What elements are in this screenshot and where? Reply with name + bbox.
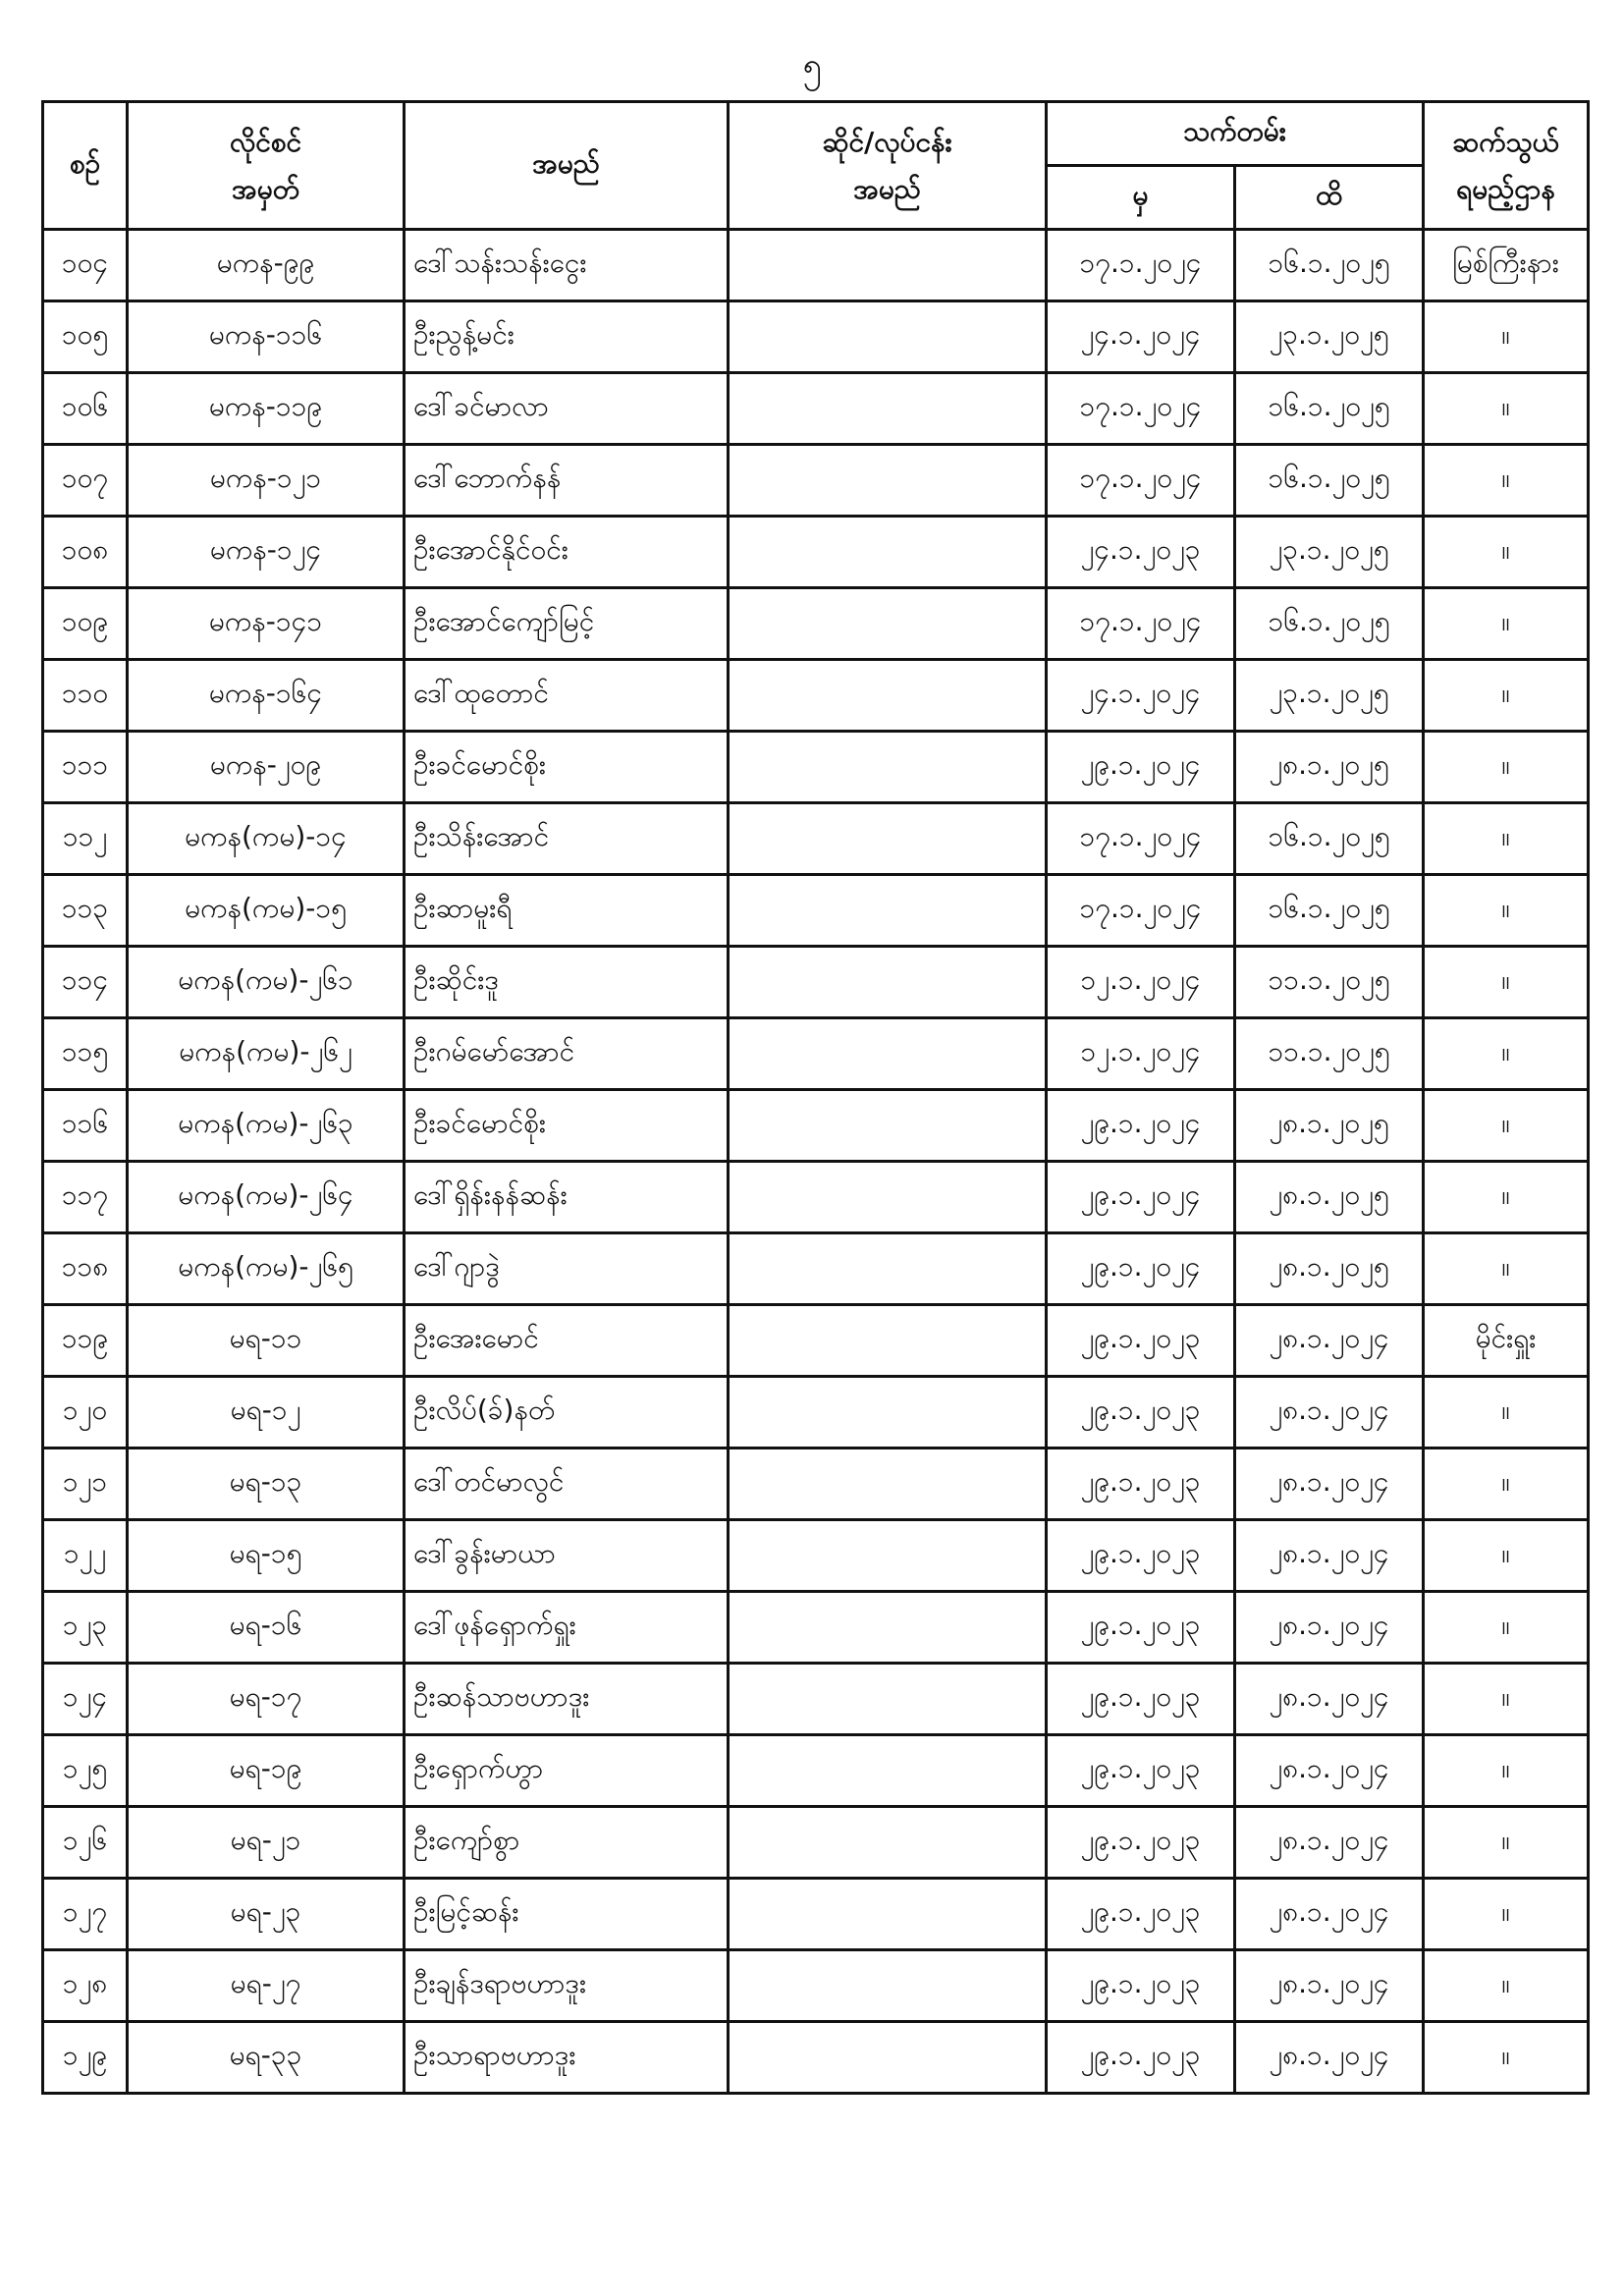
cell-name: ဒေါ်ဂျာဒွဲ: [405, 1233, 729, 1305]
cell-license: မရ-၂၇: [128, 1950, 405, 2022]
cell-related: ။: [1424, 588, 1589, 660]
table-row: [43, 732, 1589, 803]
cell-name: ဦးဂမ်မော်အောင်: [405, 1018, 729, 1090]
table-row: [43, 301, 1589, 373]
cell-shop: [729, 445, 1047, 517]
header-shop-line2: အမည်: [853, 172, 921, 205]
table-row: [43, 1018, 1589, 1090]
cell-name: ဦးရှောက်ဟွာ: [405, 1735, 729, 1807]
license-register-table: [41, 100, 1590, 2095]
cell-to: ၂၃.၁.၂၀၂၅: [1235, 517, 1424, 588]
header-license-line1: လိုင်စင်: [229, 125, 302, 158]
cell-from: ၂၄.၁.၂၀၂၄: [1047, 660, 1235, 732]
table-row: [43, 2022, 1589, 2094]
cell-to: ၁၆.၁.၂၀၂၅: [1235, 373, 1424, 445]
header-license: [128, 102, 405, 230]
cell-no: ၁၂၈: [43, 1950, 128, 2022]
cell-no: ၁၂၆: [43, 1807, 128, 1879]
cell-no: ၁၀၄: [43, 230, 128, 301]
cell-name: ဦးဆိုင်းဒူ: [405, 947, 729, 1018]
cell-related: ။: [1424, 803, 1589, 875]
cell-from: ၂၉.၁.၂၀၂၃: [1047, 1664, 1235, 1735]
cell-from: ၂၄.၁.၂၀၂၃: [1047, 517, 1235, 588]
cell-from: ၁၇.၁.၂၀၂၄: [1047, 875, 1235, 947]
cell-license: မကန(ကမ)-၂၆၁: [128, 947, 405, 1018]
cell-license: မကန-၁၂၄: [128, 517, 405, 588]
cell-related: ။: [1424, 445, 1589, 517]
cell-related: ။: [1424, 1950, 1589, 2022]
cell-name: ဒေါ်ဘောက်နန်: [405, 445, 729, 517]
cell-shop: [729, 588, 1047, 660]
cell-to: ၂၈.၁.၂၀၂၄: [1235, 1879, 1424, 1950]
cell-from: ၂၉.၁.၂၀၂၄: [1047, 1162, 1235, 1233]
header-shop-line1: ဆိုင်/လုပ်ငန်း: [822, 125, 952, 158]
cell-name: ဦးမြင့်ဆန်း: [405, 1879, 729, 1950]
table-row: [43, 445, 1589, 517]
header-name: အမည်: [405, 102, 729, 230]
cell-no: ၁၀၅: [43, 301, 128, 373]
cell-related: ။: [1424, 1018, 1589, 1090]
cell-related: ။: [1424, 1879, 1589, 1950]
cell-name: ဒေါ်တင်မာလွင်: [405, 1449, 729, 1520]
cell-license: မကန-၉၉: [128, 230, 405, 301]
cell-no: ၁၁၃: [43, 875, 128, 947]
cell-from: ၂၉.၁.၂၀၂၃: [1047, 1879, 1235, 1950]
cell-related: ။: [1424, 660, 1589, 732]
cell-name: ဦးဆန်သာဗဟာဒူး: [405, 1664, 729, 1735]
cell-no: ၁၁၄: [43, 947, 128, 1018]
cell-from: ၂၉.၁.၂၀၂၃: [1047, 1520, 1235, 1592]
cell-license: မကန-၁၄၁: [128, 588, 405, 660]
cell-from: ၂၉.၁.၂၀၂၃: [1047, 1449, 1235, 1520]
cell-license: မကန-၁၁၆: [128, 301, 405, 373]
cell-to: ၁၁.၁.၂၀၂၅: [1235, 1018, 1424, 1090]
cell-no: ၁၂၇: [43, 1879, 128, 1950]
table-row: [43, 1592, 1589, 1664]
table-row: [43, 803, 1589, 875]
cell-license: မကန-၁၂၁: [128, 445, 405, 517]
cell-related: ။: [1424, 1449, 1589, 1520]
header-no: စဉ်: [43, 102, 128, 230]
cell-shop: [729, 373, 1047, 445]
cell-name: ဦးအောင်ကျော်မြင့်: [405, 588, 729, 660]
cell-no: ၁၁၂: [43, 803, 128, 875]
cell-from: ၂၄.၁.၂၀၂၄: [1047, 301, 1235, 373]
cell-name: ဦးချန်ဒရာဗဟာဒူး: [405, 1950, 729, 2022]
cell-from: ၂၉.၁.၂၀၂၃: [1047, 1807, 1235, 1879]
cell-shop: [729, 1305, 1047, 1377]
cell-name: ဒေါ်ထုတောင်: [405, 660, 729, 732]
cell-related: ။: [1424, 1377, 1589, 1449]
cell-related: ။: [1424, 1233, 1589, 1305]
cell-no: ၁၁၅: [43, 1018, 128, 1090]
cell-name: ဦးလိပ်(ခ်)နတ်: [405, 1377, 729, 1449]
cell-to: ၂၈.၁.၂၀၂၄: [1235, 1449, 1424, 1520]
table-row: [43, 1305, 1589, 1377]
cell-shop: [729, 2022, 1047, 2094]
cell-to: ၂၈.၁.၂၀၂၄: [1235, 1592, 1424, 1664]
cell-license: မရ-၁၃: [128, 1449, 405, 1520]
cell-shop: [729, 1879, 1047, 1950]
cell-related: မြစ်ကြီးနား: [1424, 230, 1589, 301]
cell-to: ၁၆.၁.၂၀၂၅: [1235, 875, 1424, 947]
cell-to: ၂၈.၁.၂၀၂၅: [1235, 732, 1424, 803]
cell-shop: [729, 803, 1047, 875]
cell-to: ၁၆.၁.၂၀၂၅: [1235, 230, 1424, 301]
cell-from: ၂၉.၁.၂၀၂၄: [1047, 732, 1235, 803]
cell-from: ၁၂.၁.၂၀၂၄: [1047, 1018, 1235, 1090]
cell-no: ၁၂၁: [43, 1449, 128, 1520]
header-related-line2: ရမည့်ဌာန: [1456, 172, 1555, 205]
header-license-line2: အမှတ်: [232, 172, 299, 205]
cell-name: ဦးအောင်နိုင်ဝင်း: [405, 517, 729, 588]
table-row: [43, 1233, 1589, 1305]
cell-related: ။: [1424, 517, 1589, 588]
cell-no: ၁၂၉: [43, 2022, 128, 2094]
cell-license: မကန(ကမ)-၂၆၃: [128, 1090, 405, 1162]
cell-license: မရ-၁၁: [128, 1305, 405, 1377]
cell-no: ၁၀၉: [43, 588, 128, 660]
cell-to: ၂၈.၁.၂၀၂၅: [1235, 1162, 1424, 1233]
cell-related: ။: [1424, 1592, 1589, 1664]
cell-shop: [729, 1018, 1047, 1090]
cell-to: ၂၈.၁.၂၀၂၄: [1235, 1807, 1424, 1879]
cell-shop: [729, 301, 1047, 373]
table-row: [43, 1449, 1589, 1520]
cell-no: ၁၁၈: [43, 1233, 128, 1305]
cell-related: မိုင်းရှူး: [1424, 1305, 1589, 1377]
cell-name: ဒေါ်ရှိန်းနန်ဆန်း: [405, 1162, 729, 1233]
header-from: မှ: [1047, 166, 1235, 230]
cell-to: ၁၆.၁.၂၀၂၅: [1235, 445, 1424, 517]
cell-license: မရ-၃၃: [128, 2022, 405, 2094]
cell-license: မရ-၂၁: [128, 1807, 405, 1879]
cell-no: ၁၁၆: [43, 1090, 128, 1162]
cell-shop: [729, 947, 1047, 1018]
cell-name: ဦးအေးမောင်: [405, 1305, 729, 1377]
cell-license: မကန-၁၆၄: [128, 660, 405, 732]
cell-license: မကန(ကမ)-၂၆၅: [128, 1233, 405, 1305]
cell-from: ၂၉.၁.၂၀၂၄: [1047, 1090, 1235, 1162]
table-row: [43, 947, 1589, 1018]
table-row: [43, 875, 1589, 947]
cell-related: ။: [1424, 1807, 1589, 1879]
table-row: [43, 1377, 1589, 1449]
cell-related: ။: [1424, 1090, 1589, 1162]
cell-no: ၁၂၅: [43, 1735, 128, 1807]
cell-related: ။: [1424, 301, 1589, 373]
cell-license: မကန(ကမ)-၂၆၄: [128, 1162, 405, 1233]
cell-license: မရ-၁၅: [128, 1520, 405, 1592]
cell-shop: [729, 1233, 1047, 1305]
cell-license: မရ-၁၉: [128, 1735, 405, 1807]
cell-to: ၂၈.၁.၂၀၂၄: [1235, 1950, 1424, 2022]
cell-no: ၁၀၆: [43, 373, 128, 445]
cell-shop: [729, 1520, 1047, 1592]
cell-from: ၂၉.၁.၂၀၂၃: [1047, 2022, 1235, 2094]
cell-shop: [729, 732, 1047, 803]
cell-to: ၂၈.၁.၂၀၂၄: [1235, 1520, 1424, 1592]
table-row: [43, 373, 1589, 445]
cell-related: ။: [1424, 373, 1589, 445]
table-row: [43, 1520, 1589, 1592]
cell-to: ၂၈.၁.၂၀၂၄: [1235, 1377, 1424, 1449]
cell-from: ၂၉.၁.၂၀၂၄: [1047, 1233, 1235, 1305]
cell-no: ၁၂၄: [43, 1664, 128, 1735]
cell-no: ၁၁၉: [43, 1305, 128, 1377]
cell-no: ၁၀၇: [43, 445, 128, 517]
cell-from: ၁၇.၁.၂၀၂၄: [1047, 373, 1235, 445]
cell-related: ။: [1424, 1520, 1589, 1592]
cell-name: ဦးညွန့်မင်း: [405, 301, 729, 373]
cell-no: ၁၁၁: [43, 732, 128, 803]
header-related: [1424, 102, 1589, 230]
cell-shop: [729, 1162, 1047, 1233]
table-row: [43, 1807, 1589, 1879]
table-row: [43, 1735, 1589, 1807]
cell-shop: [729, 1449, 1047, 1520]
table-row: [43, 517, 1589, 588]
cell-no: ၁၀၈: [43, 517, 128, 588]
cell-shop: [729, 1592, 1047, 1664]
cell-to: ၂၈.၁.၂၀၂၅: [1235, 1090, 1424, 1162]
cell-license: မကန(ကမ)-၁၄: [128, 803, 405, 875]
cell-related: ။: [1424, 1664, 1589, 1735]
cell-no: ၁၁၀: [43, 660, 128, 732]
table-row: [43, 1162, 1589, 1233]
cell-related: ။: [1424, 947, 1589, 1018]
cell-to: ၁၆.၁.၂၀၂၅: [1235, 803, 1424, 875]
cell-shop: [729, 1664, 1047, 1735]
cell-shop: [729, 1950, 1047, 2022]
cell-license: မရ-၂၃: [128, 1879, 405, 1950]
cell-to: ၂၈.၁.၂၀၂၅: [1235, 1233, 1424, 1305]
cell-name: ဦးခင်မောင်စိုး: [405, 1090, 729, 1162]
cell-license: မရ-၁၆: [128, 1592, 405, 1664]
cell-from: ၁၇.၁.၂၀၂၄: [1047, 588, 1235, 660]
table-row: [43, 588, 1589, 660]
cell-no: ၁၂၂: [43, 1520, 128, 1592]
cell-license: မရ-၁၂: [128, 1377, 405, 1449]
cell-to: ၂၃.၁.၂၀၂၅: [1235, 301, 1424, 373]
cell-to: ၂၃.၁.၂၀၂၅: [1235, 660, 1424, 732]
header-to: ထိ: [1235, 166, 1424, 230]
cell-name: ဦးကျော်စွာ: [405, 1807, 729, 1879]
cell-shop: [729, 517, 1047, 588]
cell-from: ၂၉.၁.၂၀၂၃: [1047, 1305, 1235, 1377]
cell-from: ၂၉.၁.၂၀၂၃: [1047, 1735, 1235, 1807]
cell-from: ၂၉.၁.၂၀၂၃: [1047, 1377, 1235, 1449]
header-period: သက်တမ်း: [1047, 102, 1424, 166]
cell-from: ၁၇.၁.၂၀၂၄: [1047, 230, 1235, 301]
cell-to: ၂၈.၁.၂၀၂၄: [1235, 1735, 1424, 1807]
table-row: [43, 230, 1589, 301]
table-row: [43, 660, 1589, 732]
cell-from: ၁၇.၁.၂၀၂၄: [1047, 803, 1235, 875]
cell-no: ၁၁၇: [43, 1162, 128, 1233]
cell-shop: [729, 1377, 1047, 1449]
cell-to: ၁၆.၁.၂၀၂၅: [1235, 588, 1424, 660]
page-number: ၅: [802, 46, 822, 85]
cell-name: ဦးသိန်းအောင်: [405, 803, 729, 875]
cell-name: ဒေါ်ဖုန်ရှောက်ရှူး: [405, 1592, 729, 1664]
cell-name: ဒေါ်သန်းသန်းငွေး: [405, 230, 729, 301]
table-row: [43, 1879, 1589, 1950]
cell-license: မကန-၂၀၉: [128, 732, 405, 803]
cell-no: ၁၂၃: [43, 1592, 128, 1664]
cell-name: ဦးသာရာဗဟာဒူး: [405, 2022, 729, 2094]
cell-to: ၂၈.၁.၂၀၂၄: [1235, 1664, 1424, 1735]
cell-license: မကန(ကမ)-၁၅: [128, 875, 405, 947]
cell-from: ၁၂.၁.၂၀၂၄: [1047, 947, 1235, 1018]
cell-shop: [729, 1735, 1047, 1807]
table-header: [43, 102, 1589, 230]
table-row: [43, 1664, 1589, 1735]
cell-license: မကန-၁၁၉: [128, 373, 405, 445]
table-body: [43, 230, 1589, 2094]
cell-related: ။: [1424, 1735, 1589, 1807]
header-related-line1: ဆက်သွယ်: [1452, 125, 1559, 158]
header-shop: [729, 102, 1047, 230]
cell-from: ၂၉.၁.၂၀၂၃: [1047, 1950, 1235, 2022]
cell-to: ၂၈.၁.၂၀၂၄: [1235, 1305, 1424, 1377]
cell-name: ဒေါ်ခင်မာလာ: [405, 373, 729, 445]
cell-no: ၁၂၀: [43, 1377, 128, 1449]
table-row: [43, 1950, 1589, 2022]
cell-to: ၁၁.၁.၂၀၂၅: [1235, 947, 1424, 1018]
cell-shop: [729, 1807, 1047, 1879]
cell-shop: [729, 1090, 1047, 1162]
cell-license: မကန(ကမ)-၂၆၂: [128, 1018, 405, 1090]
cell-from: ၂၉.၁.၂၀၂၃: [1047, 1592, 1235, 1664]
cell-shop: [729, 230, 1047, 301]
cell-related: ။: [1424, 1162, 1589, 1233]
cell-license: မရ-၁၇: [128, 1664, 405, 1735]
cell-name: ဦးဆာမူးရီ: [405, 875, 729, 947]
cell-name: ဒေါ်ခွန်းမာယာ: [405, 1520, 729, 1592]
cell-name: ဦးခင်မောင်စိုး: [405, 732, 729, 803]
cell-from: ၁၇.၁.၂၀၂၄: [1047, 445, 1235, 517]
cell-shop: [729, 660, 1047, 732]
table-row: [43, 1090, 1589, 1162]
cell-to: ၂၈.၁.၂၀၂၄: [1235, 2022, 1424, 2094]
cell-related: ။: [1424, 2022, 1589, 2094]
cell-related: ။: [1424, 732, 1589, 803]
cell-shop: [729, 875, 1047, 947]
cell-related: ။: [1424, 875, 1589, 947]
